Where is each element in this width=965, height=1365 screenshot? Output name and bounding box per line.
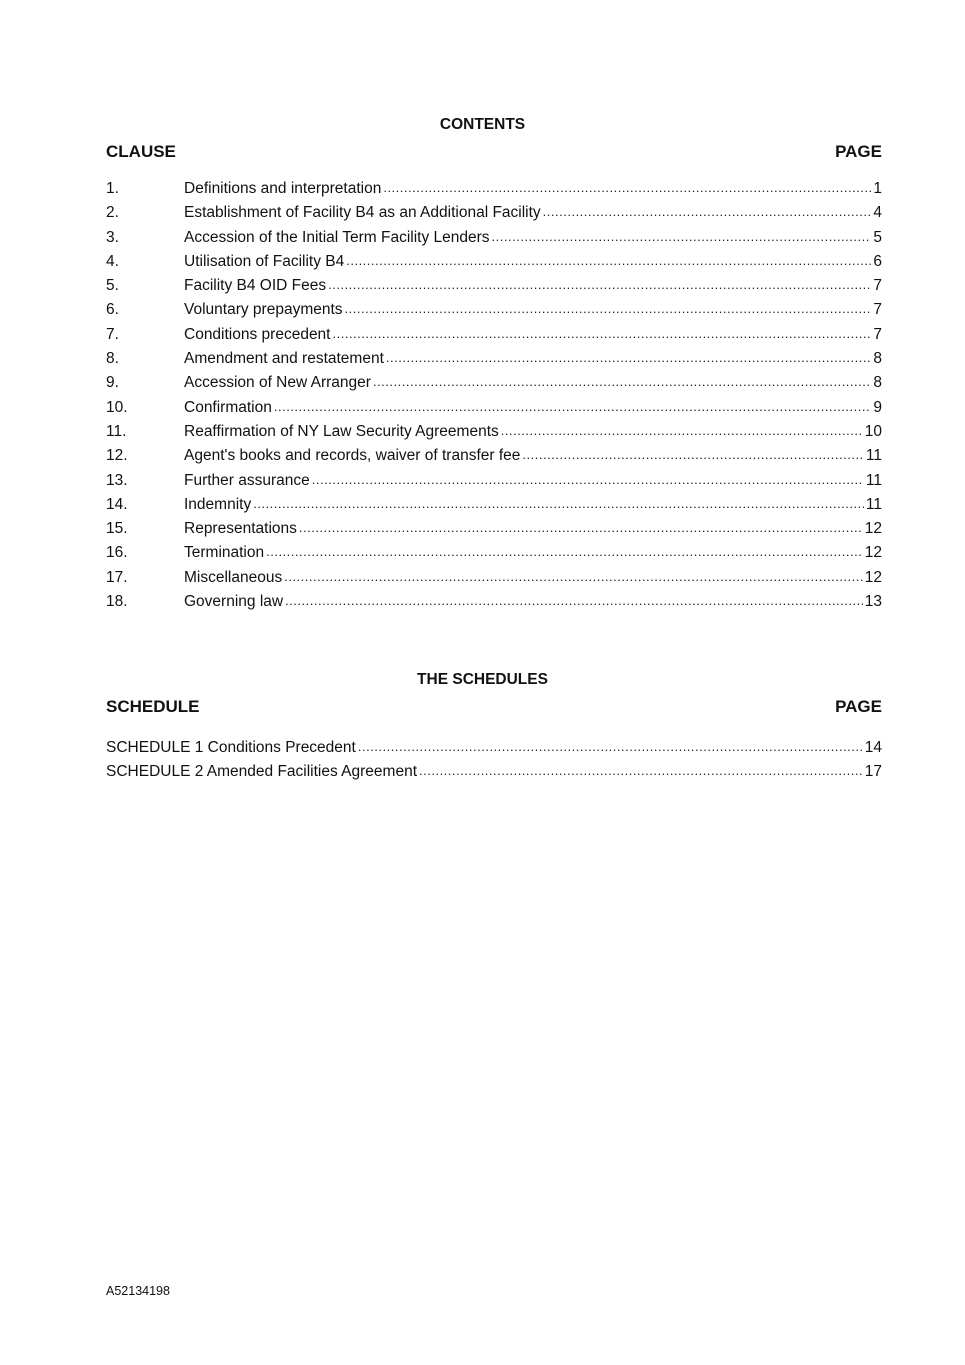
toc-entry[interactable]	[106, 469, 882, 493]
dot-leader	[345, 300, 872, 316]
contents-list	[106, 177, 882, 614]
dot-leader	[312, 471, 864, 487]
clause-number: 1.	[106, 180, 119, 197]
page-number: 4	[873, 204, 882, 222]
dot-leader	[501, 422, 863, 438]
dot-leader	[522, 446, 864, 462]
schedule-entry[interactable]	[106, 760, 882, 784]
clause-number: 6.	[106, 301, 119, 319]
clause-title: Accession of New Arranger	[184, 374, 371, 392]
toc-entry[interactable]	[106, 590, 882, 614]
clause-title: Reaffirmation of NY Law Security Agreements	[184, 422, 499, 440]
clause-number: 14.	[106, 495, 128, 513]
schedule-title: SCHEDULE 2 Amended Facilities Agreement	[106, 763, 418, 781]
page-number: 8	[873, 374, 882, 392]
toc-entry[interactable]	[106, 371, 882, 395]
toc-entry[interactable]	[106, 177, 882, 201]
toc-entry[interactable]	[106, 566, 882, 590]
clause-title: Confirmation	[184, 398, 272, 416]
clause-title: Governing law	[184, 593, 284, 611]
dot-leader	[299, 519, 863, 535]
toc-entry[interactable]	[106, 274, 882, 298]
page-number: 7	[873, 277, 882, 295]
dot-leader	[543, 203, 872, 219]
page-number: 12	[864, 520, 882, 538]
clause-number: 10.	[106, 398, 128, 416]
schedule-page-column-header: PAGE	[835, 697, 882, 716]
clause-title: Agent's books and records, waiver of transfer fee	[184, 447, 521, 465]
toc-entry[interactable]	[106, 298, 882, 322]
toc-entry[interactable]	[106, 396, 882, 420]
page-number: 11	[865, 447, 882, 465]
toc-entry[interactable]	[106, 541, 882, 565]
page-number: 1	[873, 180, 882, 197]
toc-entry[interactable]	[106, 347, 882, 371]
schedule-title: SCHEDULE 1 Conditions Precedent	[106, 739, 356, 756]
clause-number: 4.	[106, 252, 119, 270]
clause-title: Miscellaneous	[184, 568, 283, 586]
page-column-header: PAGE	[835, 142, 882, 161]
clause-number: 7.	[106, 325, 119, 343]
clause-title: Amendment and restatement	[184, 350, 384, 368]
dot-leader	[284, 568, 863, 584]
clause-title: Conditions precedent	[184, 325, 331, 343]
clause-column-header: CLAUSE	[106, 142, 176, 161]
page-number: 7	[873, 325, 882, 343]
clause-number: 12.	[106, 447, 128, 465]
clause-title: Indemnity	[184, 495, 252, 513]
clause-number: 15.	[106, 520, 128, 538]
clause-title: Utilisation of Facility B4	[184, 252, 345, 270]
clause-number: 9.	[106, 374, 119, 392]
clause-title: Voluntary prepayments	[184, 301, 343, 319]
dot-leader	[373, 373, 871, 389]
clause-number: 16.	[106, 544, 128, 562]
clause-number: 2.	[106, 204, 119, 222]
page-number: 17	[864, 763, 882, 781]
page-number: 12	[864, 568, 882, 586]
clause-title: Further assurance	[184, 471, 310, 489]
dot-leader	[333, 325, 872, 341]
toc-entry[interactable]	[106, 226, 882, 250]
clause-title: Termination	[184, 544, 265, 562]
contents-title: CONTENTS	[439, 116, 526, 133]
page-number: 8	[873, 350, 882, 368]
dot-leader	[274, 398, 872, 414]
dot-leader	[285, 592, 863, 608]
toc-entry[interactable]	[106, 201, 882, 225]
page-number: 9	[873, 398, 882, 416]
page-number: 5	[873, 228, 882, 246]
page-number: 11	[865, 471, 882, 489]
clause-number: 3.	[106, 228, 119, 246]
schedules-title: THE SCHEDULES	[417, 671, 548, 688]
toc-entry[interactable]	[106, 493, 882, 517]
clause-title: Facility B4 OID Fees	[184, 277, 327, 295]
page-number: 7	[873, 301, 882, 319]
dot-leader	[346, 252, 871, 268]
clause-number: 13.	[106, 471, 128, 489]
dot-leader	[358, 738, 863, 754]
page-number: 14	[864, 739, 882, 756]
dot-leader	[266, 543, 863, 559]
toc-entry[interactable]	[106, 517, 882, 541]
page-number: 6	[873, 252, 882, 270]
toc-entry[interactable]	[106, 420, 882, 444]
dot-leader	[386, 349, 871, 365]
document-reference: A52134198	[106, 1284, 170, 1298]
toc-entry[interactable]	[106, 444, 882, 468]
clause-number: 8.	[106, 350, 119, 368]
page-number: 10	[864, 422, 882, 440]
dot-leader	[383, 179, 871, 195]
schedules-list	[106, 736, 882, 785]
page-number: 13	[864, 593, 882, 611]
page-number: 12	[864, 544, 882, 562]
toc-entry[interactable]	[106, 250, 882, 274]
dot-leader	[492, 228, 872, 244]
clause-title: Accession of the Initial Term Facility Lenders	[184, 228, 490, 246]
schedule-entry[interactable]	[106, 736, 882, 760]
clause-title: Definitions and interpretation	[184, 180, 382, 197]
clause-number: 11.	[106, 422, 127, 440]
clause-title: Establishment of Facility B4 as an Additional Facility	[184, 204, 541, 222]
schedule-column-header: SCHEDULE	[106, 697, 200, 716]
clause-number: 18.	[106, 593, 128, 611]
clause-number: 5.	[106, 277, 119, 295]
dot-leader	[419, 762, 863, 778]
page-number: 11	[865, 495, 882, 513]
dot-leader	[253, 495, 864, 511]
toc-entry[interactable]	[106, 323, 882, 347]
dot-leader	[328, 276, 871, 292]
clause-title: Representations	[184, 520, 297, 538]
clause-number: 17.	[106, 568, 128, 586]
